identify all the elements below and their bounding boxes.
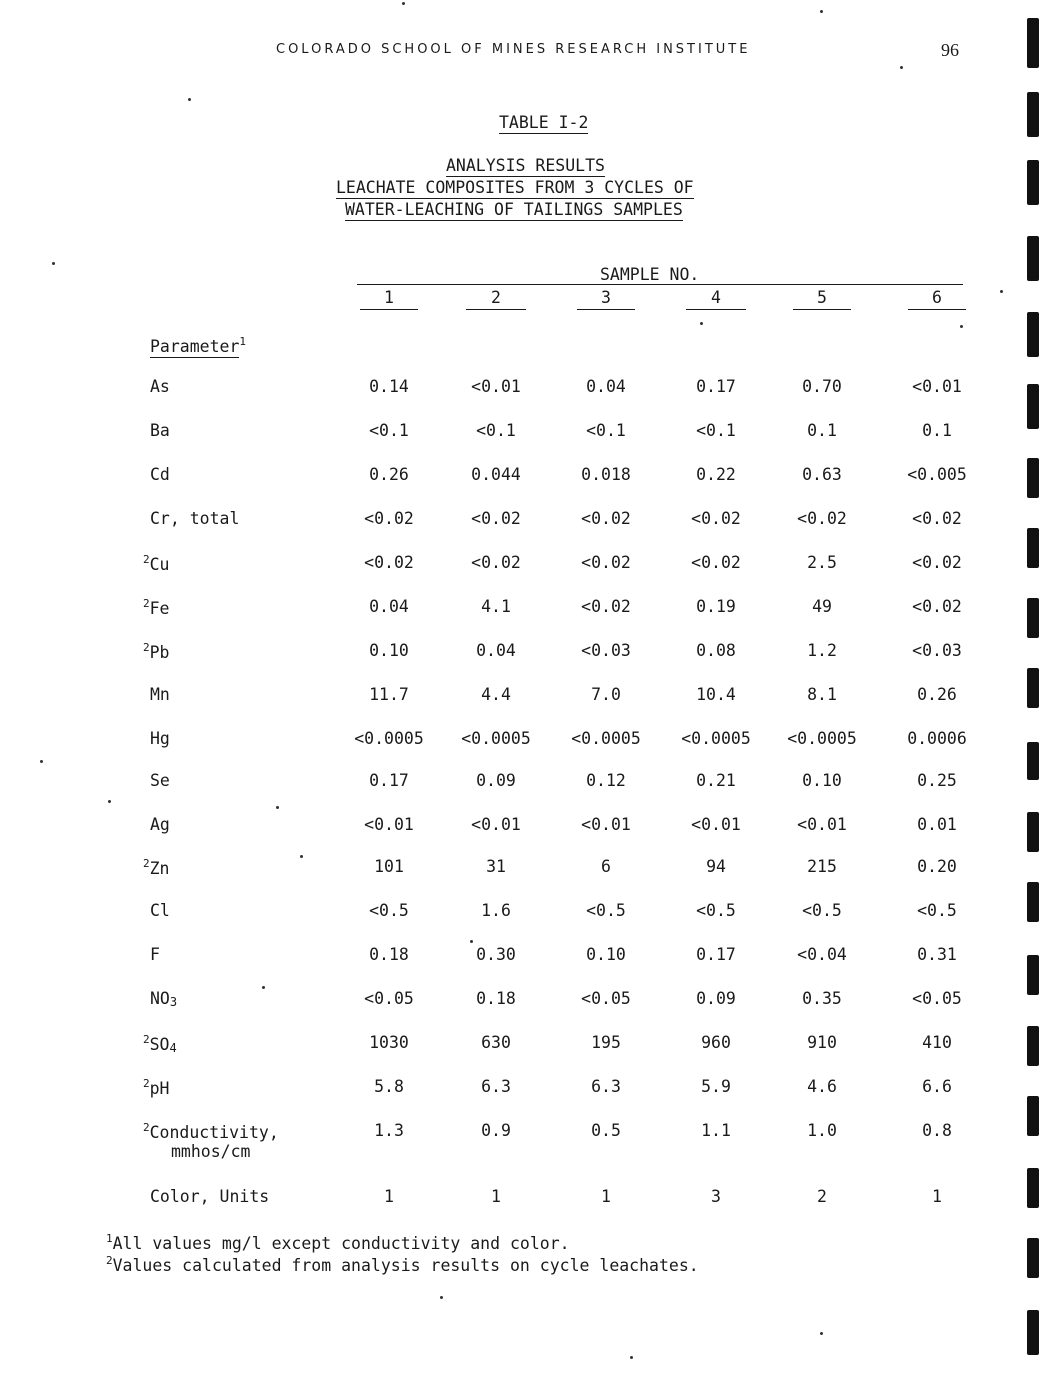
binder-mark	[1027, 742, 1039, 780]
table-cell: <0.5	[802, 901, 842, 920]
table-cell: 0.18	[476, 989, 516, 1008]
table-cell: <0.5	[917, 901, 957, 920]
table-cell: 0.21	[696, 771, 736, 790]
footnote-ref: 2	[143, 597, 150, 610]
table-cell: 630	[481, 1033, 511, 1052]
table-row	[0, 1077, 1057, 1099]
page-number: 96	[941, 40, 959, 60]
table-cell: <0.5	[369, 901, 409, 920]
table-cell: <0.1	[586, 421, 626, 440]
table-row	[0, 901, 1057, 923]
table-row	[0, 377, 1057, 399]
table-cell: 6.3	[481, 1077, 511, 1096]
binder-mark	[1027, 955, 1039, 995]
binder-mark	[1027, 882, 1039, 922]
parameter-label	[150, 729, 170, 748]
table-row	[0, 815, 1057, 837]
binder-mark	[1027, 1026, 1039, 1066]
scan-speck	[470, 940, 473, 943]
scan-speck	[900, 66, 903, 69]
table-cell: 195	[591, 1033, 621, 1052]
scan-speck	[1000, 290, 1003, 293]
table-cell: 0.10	[802, 771, 842, 790]
title-line-3: WATER-LEACHING OF TAILINGS SAMPLES	[345, 200, 683, 219]
parameter-header-text: Parameter	[150, 337, 240, 356]
table-cell: 0.31	[917, 945, 957, 964]
parameter-name: Fe	[149, 599, 170, 618]
column-header-3	[577, 288, 635, 310]
table-cell: 0.17	[696, 945, 736, 964]
parameter-name: Cr, total	[150, 509, 240, 528]
footnote-ref: 2	[143, 1033, 150, 1046]
scan-speck	[300, 855, 303, 858]
parameter-label	[150, 1187, 269, 1206]
parameter-name: NO	[150, 989, 170, 1008]
scan-speck	[960, 325, 963, 328]
table-cell: 0.5	[591, 1121, 621, 1140]
parameter-label	[150, 901, 170, 920]
parameter-name: Se	[150, 771, 170, 790]
table-cell: <0.01	[691, 815, 741, 834]
table-row	[0, 989, 1057, 1011]
parameter-name: Conductivity,	[149, 1123, 279, 1142]
footnote-ref: 2	[143, 1121, 150, 1134]
table-cell: <0.02	[364, 509, 414, 528]
parameter-label	[143, 1121, 279, 1161]
binder-mark	[1027, 668, 1039, 708]
binder-mark	[1027, 1168, 1039, 1208]
parameter-name: Mn	[150, 685, 170, 704]
table-cell: 1030	[369, 1033, 409, 1052]
column-header-2	[466, 288, 526, 310]
table-cell: 0.18	[369, 945, 409, 964]
table-cell: 0.17	[696, 377, 736, 396]
column-header-1	[360, 288, 418, 310]
scan-speck	[440, 1296, 443, 1299]
table-cell: 0.14	[369, 377, 409, 396]
table-cell: <0.02	[581, 553, 631, 572]
column-header-5	[793, 288, 851, 310]
table-row	[0, 685, 1057, 707]
table-row	[0, 1187, 1057, 1209]
table-cell: 101	[374, 857, 404, 876]
table-row	[0, 1033, 1057, 1055]
table-cell: 8.1	[807, 685, 837, 704]
table-cell: 4.1	[481, 597, 511, 616]
table-row	[0, 421, 1057, 443]
table-cell: 1.0	[807, 1121, 837, 1140]
table-cell: 11.7	[369, 685, 409, 704]
parameter-name: As	[150, 377, 170, 396]
footnote-text: All values mg/l except conductivity and color.	[112, 1234, 570, 1253]
parameter-label	[150, 377, 170, 396]
binder-mark	[1027, 384, 1039, 429]
table-cell: 10.4	[696, 685, 736, 704]
footnote-ref: 2	[143, 641, 150, 654]
table-cell: 0.09	[476, 771, 516, 790]
table-cell: <0.02	[471, 509, 521, 528]
column-header-label: 1	[360, 288, 418, 310]
table-cell: 0.22	[696, 465, 736, 484]
table-cell: 0.8	[922, 1121, 952, 1140]
table-cell: 0.63	[802, 465, 842, 484]
table-id: TABLE I-2	[499, 113, 589, 132]
table-cell: <0.02	[581, 509, 631, 528]
column-header-4	[686, 288, 746, 310]
table-cell: 0.10	[369, 641, 409, 660]
table-cell: 4.6	[807, 1077, 837, 1096]
parameter-name: Cd	[150, 465, 170, 484]
parameter-label	[150, 465, 170, 484]
table-cell: <0.02	[912, 597, 962, 616]
binder-mark	[1027, 1096, 1039, 1136]
scan-speck	[188, 98, 191, 101]
table-cell: 0.04	[476, 641, 516, 660]
table-cell: <0.5	[696, 901, 736, 920]
footnote-text: Values calculated from analysis results on cycle leachates.	[112, 1256, 699, 1275]
parameter-name: Cl	[150, 901, 170, 920]
table-row	[0, 553, 1057, 575]
parameter-name: SO	[149, 1035, 170, 1054]
table-cell: 0.01	[917, 815, 957, 834]
table-row	[0, 641, 1057, 663]
table-cell: 49	[812, 597, 832, 616]
table-cell: <0.03	[581, 641, 631, 660]
table-cell: <0.05	[581, 989, 631, 1008]
table-cell: 3	[711, 1187, 721, 1206]
parameter-header-note: 1	[239, 335, 247, 348]
footnote-ref: 2	[143, 857, 150, 870]
table-cell: 0.1	[922, 421, 952, 440]
binder-mark	[1027, 598, 1039, 638]
table-cell: 0.25	[917, 771, 957, 790]
table-cell: <0.03	[912, 641, 962, 660]
institute-header: COLORADO SCHOOL OF MINES RESEARCH INSTITUTE	[276, 42, 751, 57]
table-cell: <0.02	[364, 553, 414, 572]
table-cell: 0.018	[581, 465, 631, 484]
parameter-name: Ba	[150, 421, 170, 440]
scan-speck	[52, 262, 55, 265]
table-cell: 0.26	[369, 465, 409, 484]
parameter-subscript: 3	[169, 995, 178, 1009]
parameter-label	[150, 815, 170, 834]
scan-speck	[820, 1332, 823, 1335]
scan-speck	[820, 10, 823, 13]
table-cell: 0.19	[696, 597, 736, 616]
parameter-unit: mmhos/cm	[171, 1142, 251, 1161]
table-cell: 0.08	[696, 641, 736, 660]
footnote-ref: 2	[143, 1077, 150, 1090]
table-cell: <0.04	[797, 945, 847, 964]
table-cell: <0.005	[907, 465, 967, 484]
table-cell: 1.6	[481, 901, 511, 920]
parameter-name: Ag	[150, 815, 170, 834]
table-cell: 0.1	[807, 421, 837, 440]
table-cell: 0.30	[476, 945, 516, 964]
table-cell: <0.0005	[354, 729, 424, 748]
table-cell: 1.1	[701, 1121, 731, 1140]
parameter-label	[143, 553, 170, 574]
binder-mark	[1027, 1238, 1039, 1278]
sample-no-label: SAMPLE NO.	[600, 265, 700, 284]
column-header-6	[908, 288, 966, 310]
table-cell: 5.9	[701, 1077, 731, 1096]
table-cell: 0.09	[696, 989, 736, 1008]
binder-mark	[1027, 458, 1039, 498]
table-cell: <0.02	[912, 509, 962, 528]
binder-mark	[1027, 160, 1039, 205]
table-cell: 215	[807, 857, 837, 876]
parameter-name: Zn	[149, 859, 170, 878]
table-cell: 6.6	[922, 1077, 952, 1096]
parameter-label	[143, 641, 170, 662]
binder-mark	[1027, 92, 1039, 137]
table-cell: <0.02	[797, 509, 847, 528]
table-cell: 0.04	[369, 597, 409, 616]
binder-mark	[1027, 18, 1039, 68]
table-cell: <0.0005	[681, 729, 751, 748]
table-cell: 0.35	[802, 989, 842, 1008]
table-cell: <0.05	[912, 989, 962, 1008]
parameter-name: Pb	[149, 643, 170, 662]
parameter-label	[143, 857, 170, 878]
column-header-label: 3	[577, 288, 635, 310]
sample-header-rule	[357, 284, 963, 285]
table-cell: 0.044	[471, 465, 521, 484]
table-cell: <0.01	[471, 377, 521, 396]
parameter-label	[150, 771, 170, 790]
table-cell: 2	[817, 1187, 827, 1206]
title-line-1: ANALYSIS RESULTS	[446, 156, 605, 175]
parameter-label	[143, 1077, 170, 1098]
table-cell: 1	[384, 1187, 394, 1206]
table-cell: 0.12	[586, 771, 626, 790]
table-cell: 0.20	[917, 857, 957, 876]
table-cell: <0.01	[364, 815, 414, 834]
table-cell: <0.01	[797, 815, 847, 834]
column-header-label: 4	[686, 288, 746, 310]
table-cell: 31	[486, 857, 506, 876]
table-row	[0, 465, 1057, 487]
table-cell: 1	[491, 1187, 501, 1206]
scan-speck	[40, 760, 43, 763]
table-cell: 410	[922, 1033, 952, 1052]
table-cell: 4.4	[481, 685, 511, 704]
table-cell: <0.0005	[571, 729, 641, 748]
table-cell: 5.8	[374, 1077, 404, 1096]
table-row	[0, 597, 1057, 619]
parameter-label	[150, 509, 239, 528]
scan-speck	[262, 986, 265, 989]
table-row	[0, 729, 1057, 751]
binder-mark	[1027, 812, 1039, 852]
scan-speck	[700, 322, 703, 325]
parameter-subscript: 4	[169, 1041, 177, 1055]
table-cell: <0.1	[696, 421, 736, 440]
table-cell: 0.70	[802, 377, 842, 396]
table-cell: <0.0005	[461, 729, 531, 748]
parameter-label	[143, 597, 170, 618]
binder-mark	[1027, 236, 1039, 281]
table-cell: 960	[701, 1033, 731, 1052]
table-cell: <0.01	[912, 377, 962, 396]
parameter-header	[150, 335, 246, 356]
parameter-name: Hg	[150, 729, 170, 748]
parameter-name: pH	[149, 1079, 170, 1098]
binder-mark	[1027, 312, 1039, 357]
parameter-name: F	[150, 945, 160, 964]
table-cell: 1.3	[374, 1121, 404, 1140]
table-row	[0, 771, 1057, 793]
table-cell: 1	[932, 1187, 942, 1206]
table-cell: <0.01	[581, 815, 631, 834]
table-cell: <0.1	[369, 421, 409, 440]
parameter-name: Cu	[149, 555, 170, 574]
table-cell: <0.02	[471, 553, 521, 572]
table-cell: <0.1	[476, 421, 516, 440]
parameter-label	[150, 945, 160, 964]
table-cell: 1	[601, 1187, 611, 1206]
title-line-2: LEACHATE COMPOSITES FROM 3 CYCLES OF	[336, 178, 694, 197]
table-cell: <0.0005	[787, 729, 857, 748]
parameter-label	[150, 685, 170, 704]
parameter-label	[150, 989, 177, 1009]
footnote-2	[106, 1254, 699, 1275]
table-cell: 2.5	[807, 553, 837, 572]
table-cell: 7.0	[591, 685, 621, 704]
table-cell: <0.02	[691, 509, 741, 528]
binder-mark	[1027, 1310, 1039, 1355]
footnote-1	[106, 1232, 570, 1253]
parameter-name: Color, Units	[150, 1187, 270, 1206]
table-cell: 6	[601, 857, 611, 876]
scan-speck	[108, 800, 111, 803]
table-row	[0, 857, 1057, 879]
footnote-mark: 2	[106, 1254, 113, 1267]
table-cell: 0.0006	[907, 729, 967, 748]
table-cell: 0.17	[369, 771, 409, 790]
table-cell: <0.01	[471, 815, 521, 834]
table-cell: <0.02	[581, 597, 631, 616]
footnote-ref: 2	[143, 553, 150, 566]
table-cell: 0.04	[586, 377, 626, 396]
parameter-label	[150, 421, 170, 440]
parameter-label	[143, 1033, 177, 1055]
table-row	[0, 1121, 1057, 1161]
scan-speck	[402, 2, 405, 5]
table-cell: 6.3	[591, 1077, 621, 1096]
table-row	[0, 945, 1057, 967]
table-cell: 0.10	[586, 945, 626, 964]
table-cell: 0.26	[917, 685, 957, 704]
table-cell: <0.02	[691, 553, 741, 572]
table-cell: 94	[706, 857, 726, 876]
column-header-label: 6	[908, 288, 966, 310]
table-cell: <0.05	[364, 989, 414, 1008]
column-header-label: 2	[466, 288, 526, 310]
table-cell: 1.2	[807, 641, 837, 660]
binder-mark	[1027, 528, 1039, 568]
scan-speck	[276, 806, 279, 809]
footnote-mark: 1	[106, 1232, 113, 1245]
scan-speck	[630, 1356, 633, 1359]
column-header-label: 5	[793, 288, 851, 310]
table-cell: <0.02	[912, 553, 962, 572]
table-cell: 0.9	[481, 1121, 511, 1140]
table-cell: 910	[807, 1033, 837, 1052]
table-row	[0, 509, 1057, 531]
table-cell: <0.5	[586, 901, 626, 920]
